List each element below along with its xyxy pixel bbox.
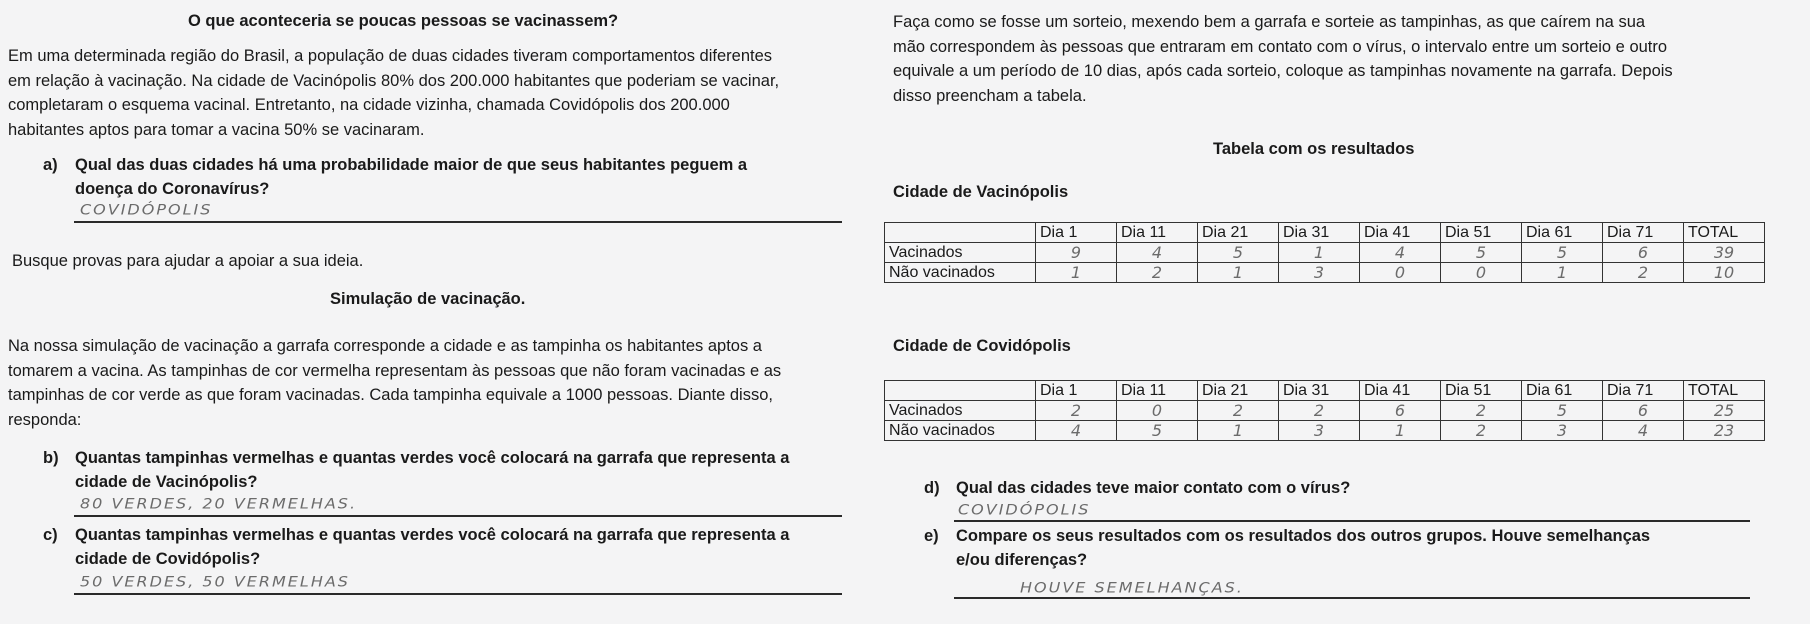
question-text: Compare os seus resultados com os resultados dos outros grupos. Houve semelhanças e/ou diferenças? — [956, 527, 1651, 569]
table-cell: 6 — [1603, 243, 1684, 263]
table-cell: 2 — [1603, 263, 1684, 283]
table-cell: 1 — [1279, 243, 1360, 263]
row-label: Vacinados — [885, 401, 1036, 421]
header-cell: Dia 51 — [1441, 381, 1522, 401]
header-cell: Dia 31 — [1279, 223, 1360, 243]
total-cell: 39 — [1684, 243, 1765, 263]
table-row — [885, 263, 1765, 283]
table-cell: 3 — [1522, 421, 1603, 441]
table-cell: 3 — [1279, 421, 1360, 441]
question-label: e) — [924, 527, 939, 545]
table-cell: 5 — [1522, 401, 1603, 421]
answer-d: COVIDÓPOLIS — [958, 500, 1091, 519]
table-section-title: Tabela com os resultados — [1213, 140, 1415, 158]
header-cell: Dia 41 — [1360, 223, 1441, 243]
answer-line — [74, 515, 842, 517]
answer-line — [74, 221, 842, 223]
question-text: Qual das cidades teve maior contato com o vírus? — [956, 479, 1351, 497]
table-row — [885, 421, 1765, 441]
table-cell: 2 — [1198, 401, 1279, 421]
table-cell: 4 — [1360, 243, 1441, 263]
table-cell: 2 — [1117, 263, 1198, 283]
question-d — [924, 476, 1784, 502]
header-cell: Dia 21 — [1198, 381, 1279, 401]
header-cell: Dia 61 — [1522, 381, 1603, 401]
table-cell: 2 — [1441, 421, 1522, 441]
question-label: b) — [43, 449, 59, 467]
table-cell: 1 — [1036, 263, 1117, 283]
total-cell: 10 — [1684, 263, 1765, 283]
header-cell: Dia 71 — [1603, 381, 1684, 401]
header-cell: Dia 1 — [1036, 381, 1117, 401]
question-e — [924, 524, 1784, 574]
header-cell: Dia 11 — [1117, 381, 1198, 401]
question-text: Qual das duas cidades há uma probabilidade maior de que seus habitantes peguem a doença do Coronavírus? — [75, 156, 748, 198]
table-cell: 4 — [1036, 421, 1117, 441]
table-cell: 0 — [1441, 263, 1522, 283]
question-text: Quantas tampinhas vermelhas e quantas verdes você colocará na garrafa que representa a cidade de Vacinópolis? — [75, 449, 790, 491]
table-cell: 5 — [1441, 243, 1522, 263]
header-cell: TOTAL — [1684, 381, 1765, 401]
table-cell: 3 — [1279, 263, 1360, 283]
answer-line — [954, 520, 1750, 522]
table-cell: 1 — [1522, 263, 1603, 283]
header-cell: Dia 41 — [1360, 381, 1441, 401]
table-cell: 4 — [1603, 421, 1684, 441]
question-a — [43, 153, 843, 203]
header-cell: Dia 31 — [1279, 381, 1360, 401]
table-cell: 1 — [1360, 421, 1441, 441]
table-header-row — [885, 223, 1765, 243]
header-cell — [885, 381, 1036, 401]
covidopolis-table — [884, 380, 1765, 441]
table-cell: 2 — [1036, 401, 1117, 421]
table-cell: 5 — [1117, 421, 1198, 441]
simulation-title: Simulação de vacinação. — [330, 290, 526, 308]
table-cell: 5 — [1198, 243, 1279, 263]
question-b — [43, 446, 843, 496]
table-cell: 2 — [1441, 401, 1522, 421]
header-cell: TOTAL — [1684, 223, 1765, 243]
simulation-paragraph: Na nossa simulação de vacinação a garrafa corresponde a cidade e as tampinha os habitantes aptos a tomarem a vacina. As tampinhas de cor vermelha representam às pessoas que não foram vacinadas e as tampinhas de cor verde as que foram vacinadas. Cada tampinha equivale a 1000 pessoas. Diante disso, responda: — [8, 337, 782, 429]
table-cell: 0 — [1360, 263, 1441, 283]
row-label: Vacinados — [885, 243, 1036, 263]
answer-line — [74, 593, 842, 595]
table-row — [885, 243, 1765, 263]
vacinopolis-table — [884, 222, 1765, 283]
answer-b: 80 VERDES, 20 VERMELHAS. — [80, 494, 358, 513]
table-header-row — [885, 381, 1765, 401]
answer-c: 50 VERDES, 50 VERMELHAS — [80, 572, 350, 591]
question-c — [43, 523, 843, 573]
table-cell: 1 — [1198, 263, 1279, 283]
header-cell: Dia 71 — [1603, 223, 1684, 243]
total-cell: 23 — [1684, 421, 1765, 441]
total-cell: 25 — [1684, 401, 1765, 421]
row-label: Não vacinados — [885, 263, 1036, 283]
table-cell: 0 — [1117, 401, 1198, 421]
table-row — [885, 401, 1765, 421]
intro-paragraph: Em uma determinada região do Brasil, a população de duas cidades tiveram comportamentos diferentes em relação à vacinação. Na cidade de Vacinópolis 80% dos 200.000 habitantes que poderiam se vacinar, completaram o esquema vacinal. Entretanto, na cidade vizinha, chamada Covidópolis dos 200.000 habitantes aptos para tomar a vacina 50% se vacinaram. — [8, 47, 780, 139]
question-text: Quantas tampinhas vermelhas e quantas verdes você colocará na garrafa que representa a cidade de Covidópolis? — [75, 526, 790, 568]
table-cell: 6 — [1603, 401, 1684, 421]
table-cell: 9 — [1036, 243, 1117, 263]
evidence-instruction: Busque provas para ajudar a apoiar a sua ideia. — [12, 252, 364, 270]
table-cell: 6 — [1360, 401, 1441, 421]
header-cell: Dia 11 — [1117, 223, 1198, 243]
vacinopolis-title: Cidade de Vacinópolis — [893, 183, 1069, 201]
header-cell: Dia 1 — [1036, 223, 1117, 243]
answer-a: COVIDÓPOLIS — [80, 200, 213, 219]
table-cell: 5 — [1522, 243, 1603, 263]
worksheet-title: O que aconteceria se poucas pessoas se vacinassem? — [188, 12, 619, 30]
table-cell: 1 — [1198, 421, 1279, 441]
table-cell: 4 — [1117, 243, 1198, 263]
question-label: a) — [43, 156, 58, 174]
question-label: d) — [924, 479, 940, 497]
table-cell: 2 — [1279, 401, 1360, 421]
question-label: c) — [43, 526, 58, 544]
instructions-paragraph: Faça como se fosse um sorteio, mexendo bem a garrafa e sorteie as tampinhas, as que caírem na sua mão correspondem às pessoas que entraram em contato com o vírus, o intervalo entre um sorteio e outro equivale a um período de 10 dias, após cada sorteio, coloque as tampinhas novamente na garrafa. Depois disso preencham a tabela. — [893, 13, 1673, 105]
row-label: Não vacinados — [885, 421, 1036, 441]
header-cell: Dia 61 — [1522, 223, 1603, 243]
answer-line — [954, 597, 1750, 599]
header-cell — [885, 223, 1036, 243]
answer-e: HOUVE SEMELHANÇAS. — [1020, 578, 1244, 597]
header-cell: Dia 51 — [1441, 223, 1522, 243]
header-cell: Dia 21 — [1198, 223, 1279, 243]
covidopolis-title: Cidade de Covidópolis — [893, 337, 1071, 355]
